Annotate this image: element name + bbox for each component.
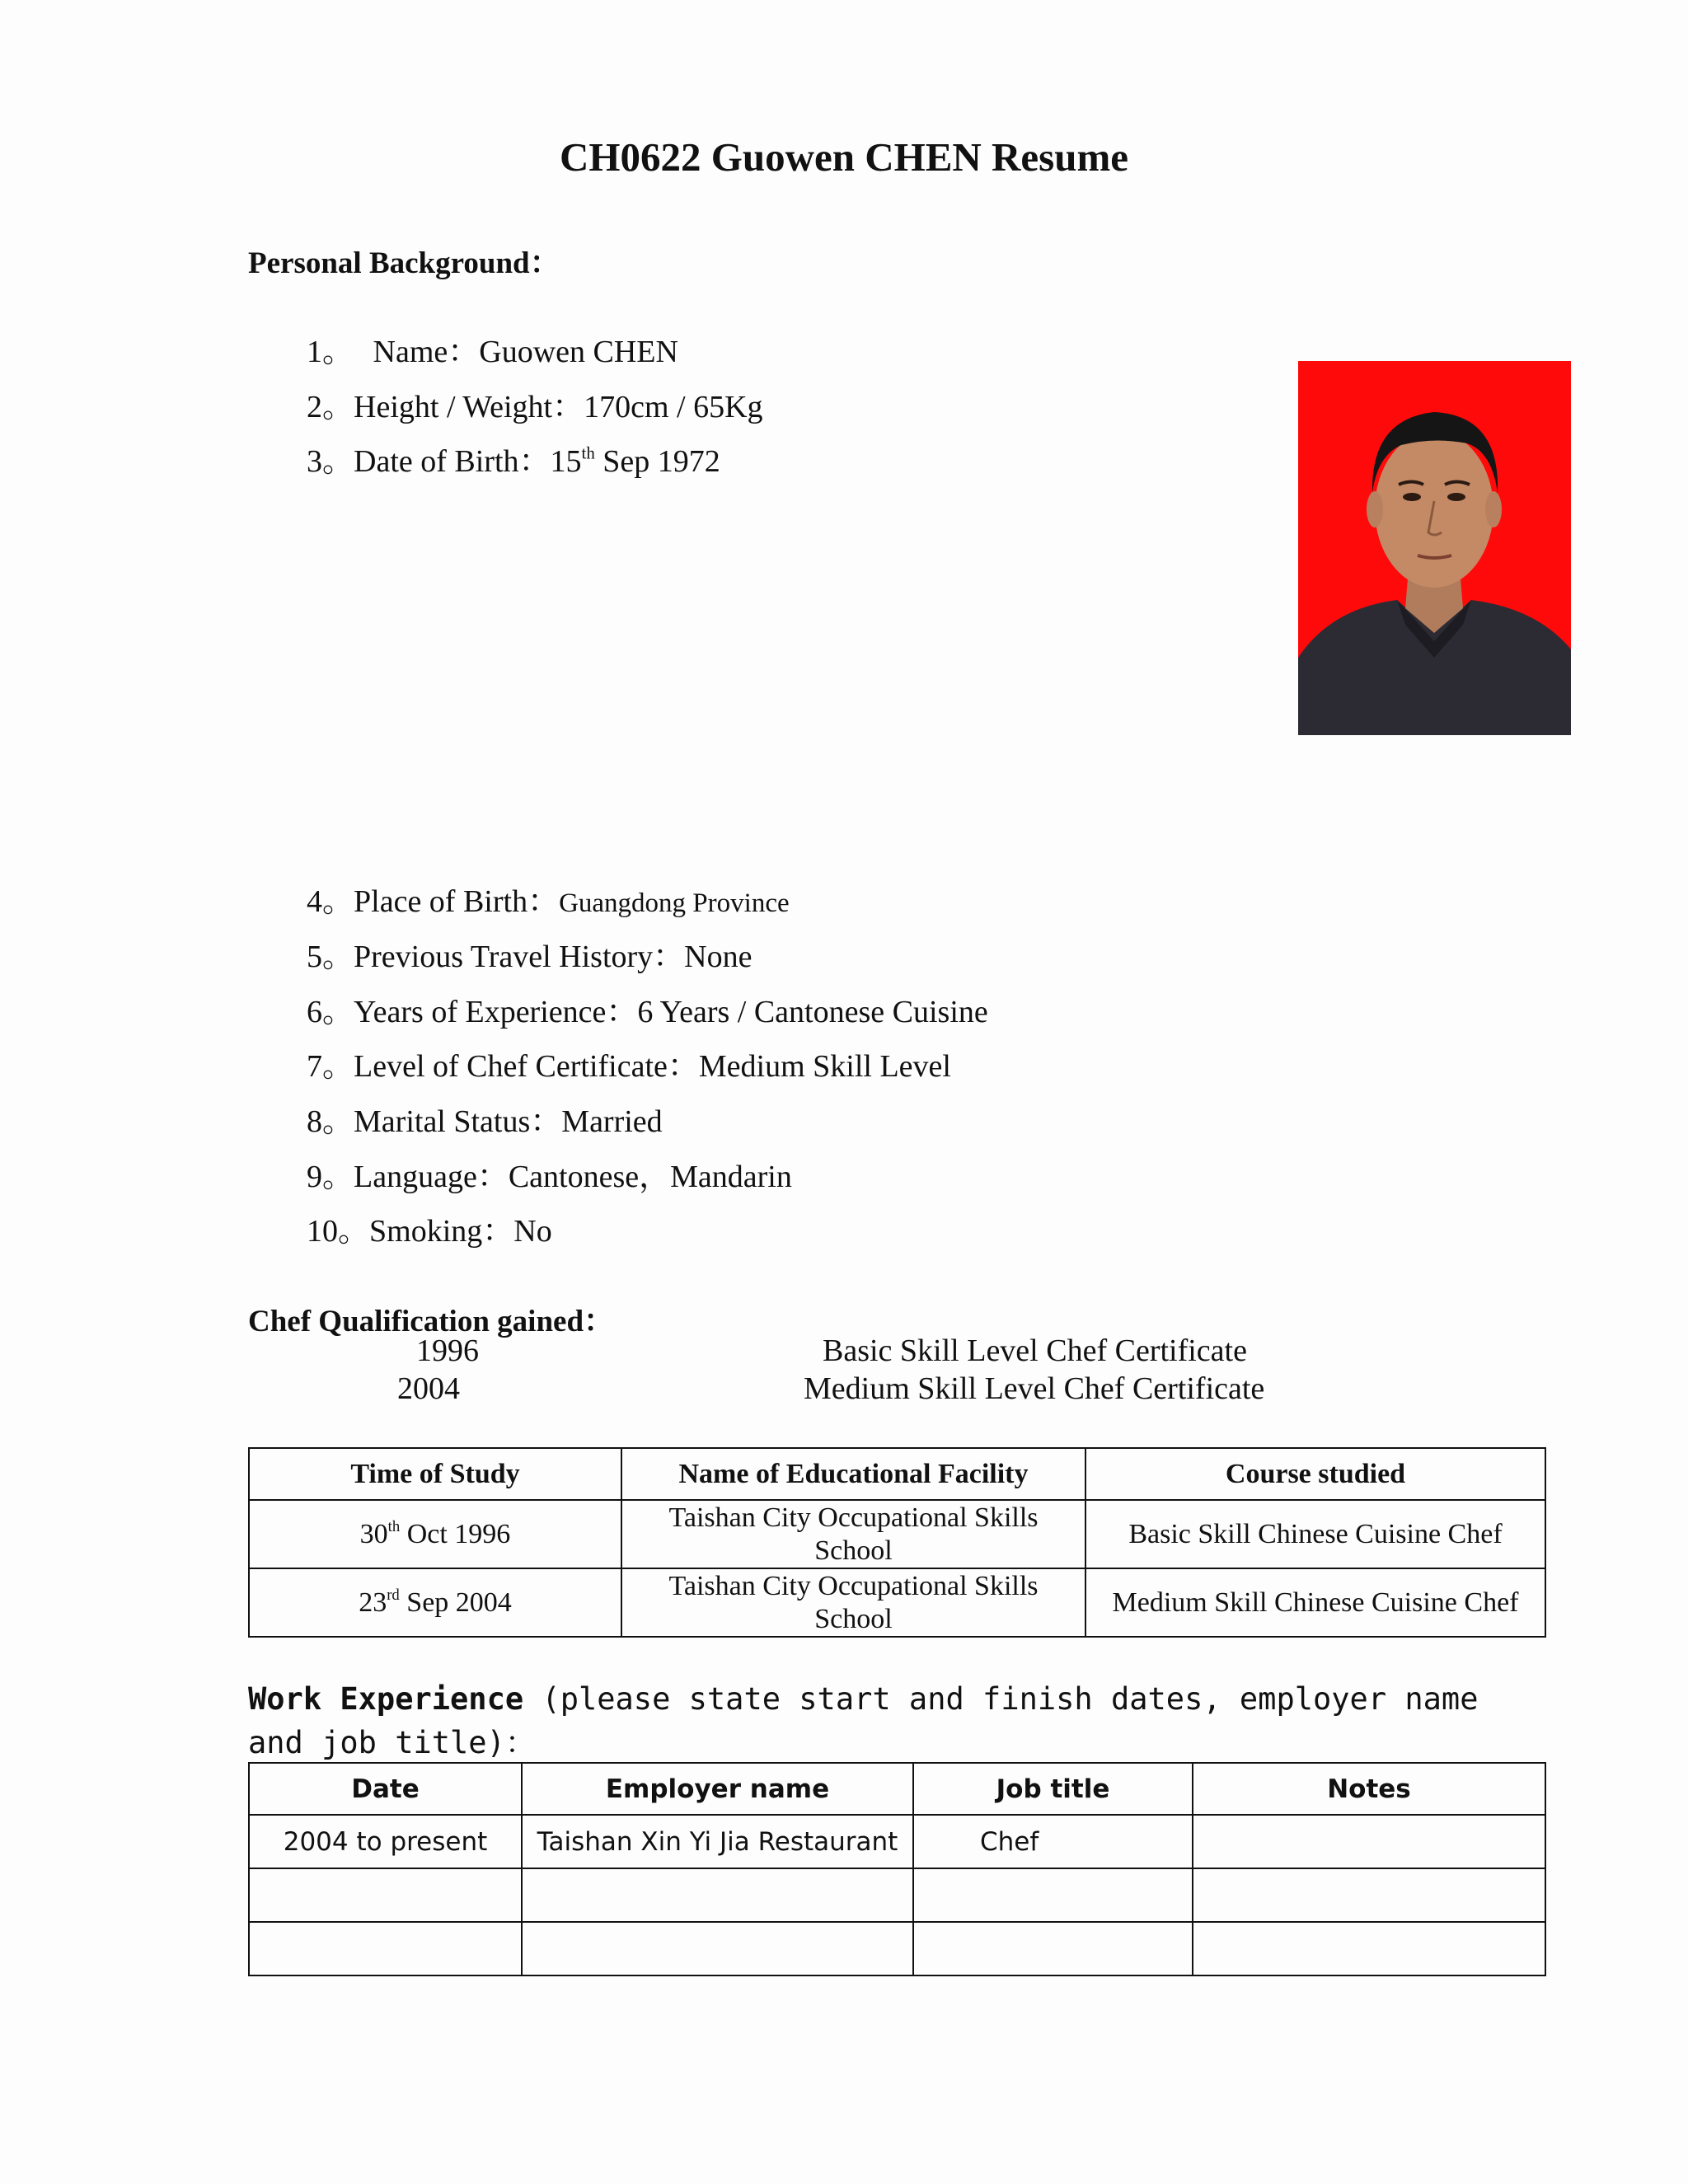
item-label: Height / Weight： [354, 390, 584, 424]
work-experience-heading: Work Experience (please state start and finish dates, employer name and job title)： [248, 1681, 1479, 1760]
item-value: Medium Skill Level [698, 1049, 951, 1084]
job-title-cell [913, 1868, 1193, 1922]
item-label: Name： [365, 335, 480, 369]
item-number: 7。 [307, 1049, 354, 1084]
table-header-row [249, 1763, 1545, 1815]
table-row [249, 1868, 1545, 1922]
column-header: Course studied [1085, 1448, 1545, 1500]
qualification-year: 1996 [416, 1333, 479, 1368]
item-label: Date of Birth： [354, 444, 551, 479]
study-date-cell: 23rd Sep 2004 [249, 1568, 621, 1637]
chef-qualification-heading: Chef Qualification gained： [248, 1305, 615, 1338]
item-number: 5。 [307, 940, 354, 974]
table-row [249, 1500, 1545, 1568]
item-number: 8。 [307, 1104, 354, 1139]
notes-cell [1193, 1815, 1545, 1868]
list-item-marital-status [307, 1095, 663, 1141]
column-header: Job title [913, 1763, 1193, 1815]
item-number: 4。 [307, 884, 354, 919]
date-cell [249, 1868, 522, 1922]
item-value: Guangdong Province [559, 888, 790, 918]
column-header: Time of Study [249, 1448, 621, 1500]
qualification-year: 2004 [397, 1371, 460, 1406]
table-header-row [249, 1448, 1545, 1500]
table-row [249, 1815, 1545, 1868]
list-item-place-of-birth [307, 875, 790, 921]
job-title-cell: Chef [913, 1815, 1193, 1868]
page-title: CH0622 Guowen CHEN Resume [559, 134, 1129, 180]
item-label: Previous Travel History： [354, 940, 685, 974]
list-item-height-weight [307, 381, 763, 426]
qualification-certificate: Medium Skill Level Chef Certificate [804, 1371, 1265, 1406]
item-label: Language： [354, 1160, 509, 1194]
employer-cell: Taishan Xin Yi Jia Restaurant [522, 1815, 913, 1868]
item-label: Place of Birth： [354, 884, 560, 919]
list-item-date-of-birth [307, 435, 720, 480]
item-number: 10。 [307, 1214, 370, 1249]
notes-cell [1193, 1868, 1545, 1922]
facility-cell: Taishan City Occupational Skills School [621, 1568, 1085, 1637]
work-experience-table [248, 1762, 1546, 1976]
list-item-travel-history [307, 930, 752, 976]
item-label: Marital Status： [354, 1104, 562, 1139]
course-cell: Basic Skill Chinese Cuisine Chef [1085, 1500, 1545, 1568]
table-row [249, 1922, 1545, 1975]
item-value: None [684, 940, 753, 974]
list-item-experience [307, 986, 988, 1031]
employer-cell [522, 1922, 913, 1975]
item-value: 170cm / 65Kg [584, 390, 763, 424]
item-number: 9。 [307, 1160, 354, 1194]
date-cell: 2004 to present [249, 1815, 522, 1868]
job-title-cell [913, 1922, 1193, 1975]
notes-cell [1193, 1922, 1545, 1975]
date-cell [249, 1922, 522, 1975]
item-label: Years of Experience： [354, 995, 638, 1029]
employer-cell [522, 1868, 913, 1922]
column-header: Notes [1193, 1763, 1545, 1815]
item-value: Married [561, 1104, 663, 1139]
qualification-certificate: Basic Skill Level Chef Certificate [823, 1333, 1247, 1368]
item-number: 1。 [307, 335, 354, 369]
item-label: Smoking： [369, 1214, 514, 1249]
item-value: No [513, 1214, 552, 1249]
column-header: Employer name [522, 1763, 913, 1815]
list-item-name [307, 326, 678, 371]
portrait-icon [1298, 361, 1571, 735]
course-cell: Medium Skill Chinese Cuisine Chef [1085, 1568, 1545, 1637]
facility-cell: Taishan City Occupational Skills School [621, 1500, 1085, 1568]
item-value: 6 Years / Cantonese Cuisine [637, 995, 988, 1029]
list-item-smoking [307, 1205, 552, 1250]
column-header: Date [249, 1763, 522, 1815]
item-value: Cantonese，Mandarin [508, 1160, 792, 1194]
item-number: 3。 [307, 444, 354, 479]
portrait-photo [1298, 361, 1571, 735]
item-label: Level of Chef Certificate： [354, 1049, 699, 1084]
item-number: 2。 [307, 390, 354, 424]
table-row [249, 1568, 1545, 1637]
item-value: 15th Sep 1972 [550, 443, 720, 479]
item-number: 6。 [307, 995, 354, 1029]
item-value: Guowen CHEN [479, 335, 678, 369]
column-header: Name of Educational Facility [621, 1448, 1085, 1500]
list-item-certificate-level [307, 1040, 951, 1085]
study-date-cell: 30th Oct 1996 [249, 1500, 621, 1568]
education-table [248, 1447, 1546, 1638]
list-item-language [307, 1151, 792, 1196]
personal-background-heading: Personal Background： [248, 246, 560, 280]
